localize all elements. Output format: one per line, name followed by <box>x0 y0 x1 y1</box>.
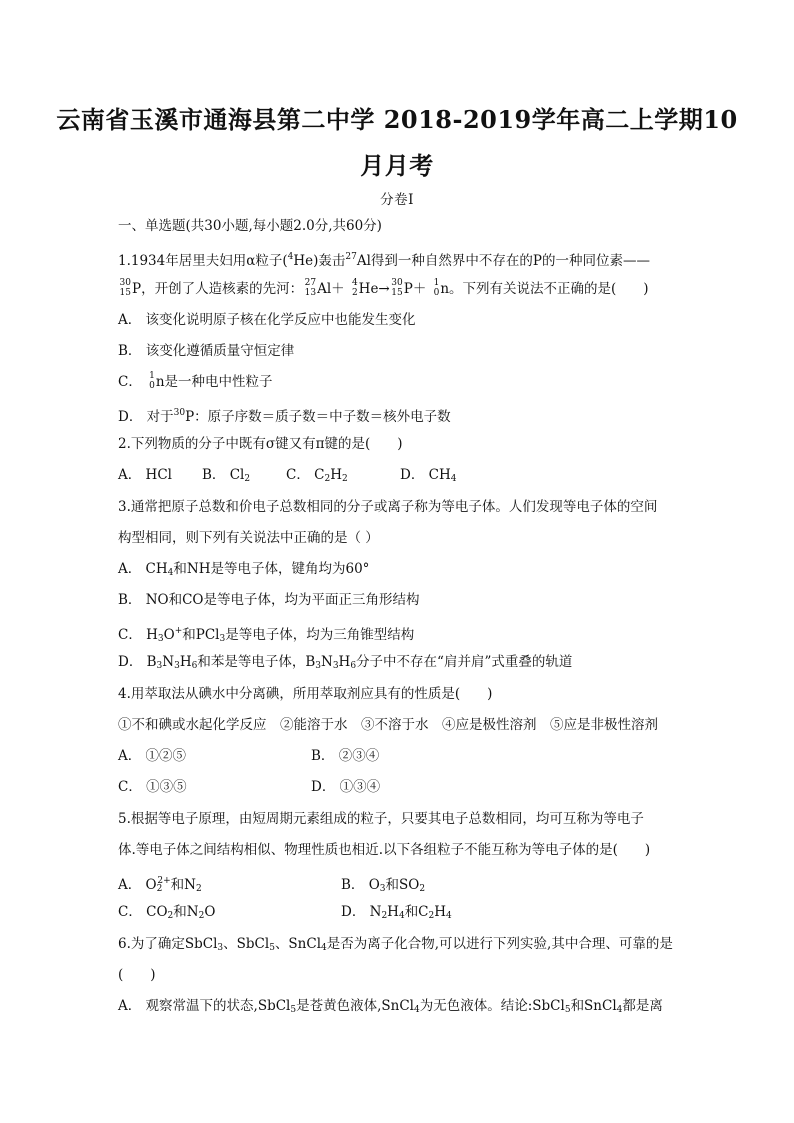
q4-items: ①不和碘或水起化学反应 ②能溶于水 ③不溶于水 ④应是极性溶剂 ⑤应是非极性溶剂 <box>118 717 658 733</box>
q3-stem-line1: 3.通常把原子总数和价电子总数相同的分子或离子称为等电子体。人们发现等电子体的空间 <box>118 499 658 515</box>
q1-stem-line1: 1.1934年居里夫妇用α粒子($^4$He)轰击$^{27}$Al得到一种自然界中不存在的P的一种同位素—— <box>118 252 650 269</box>
q1-stem-line2: 30 15 P，开创了人造核素的先河： 27 13 Al＋ 4 2 He→ 30 15 P＋ 1 0 n。下列有关说法不正确的是( ) <box>119 278 649 298</box>
q5-stem-line1: 5.根据等电子原理，由短周期元素组成的粒子，只要其电子总数相同，均可互称为等电子 <box>118 811 644 827</box>
q3-option-b: B． NO和CO是等电子体，均为平面正三角形结构 <box>118 592 420 608</box>
q5-options-row2: C． $CO_2$和$N_2O$ D． $N_2H_4$和$C_2H_4$ <box>118 904 452 921</box>
section-label: 分卷I <box>380 192 414 208</box>
q2-options: A． HCl B． $Cl_2$ C． $C_2H_2$ D． $CH_4$ <box>118 467 457 484</box>
q3-option-c: C． $H_3O^+$和PCl$_3$是等电子体，均为三角锥型结构 <box>118 626 415 644</box>
nuclide-p: 30 15 <box>391 278 403 298</box>
q6-stem-line2: ( ) <box>118 967 156 983</box>
q5-stem-line2: 体.等电子体之间结构相似、物理性质也相近.以下各组粒子不能互称为等电子体的是( ) <box>118 842 651 858</box>
q1-option-c: C． 1 0 n是一种电中性粒子 <box>118 371 273 391</box>
q1-option-d: D． 对于$^{30}$P：原子序数＝质子数＝中子数＝核外电子数 <box>118 408 451 425</box>
q5-options-row1: A． $O_2^{2+}$和$N_2$ B． $O_3$和$SO_2$ <box>118 876 426 894</box>
section-heading: 一、单选题(共30小题,每小题2.0分,共60分) <box>118 218 382 234</box>
q6-option-a: A． 观察常温下的状态,SbCl$_5$是苍黄色液体,SnCl$_4$为无色液体。结论:SbCl$_5$和SnCl$_4$都是离 <box>118 998 663 1015</box>
q4-options-row1: A． ①②⑤ B． ②③④ <box>118 748 380 764</box>
nuclide-al: 27 13 <box>304 278 317 298</box>
q1-option-a: A． 该变化说明原子核在化学反应中也能发生变化 <box>118 312 416 328</box>
q4-options-row2: C． ①③⑤ D． ①③④ <box>118 779 381 795</box>
nuclide-n: 1 0 <box>433 278 440 298</box>
q3-stem-line2: 构型相同，则下列有关说法中正确的是（ ） <box>118 530 379 546</box>
q3-option-a: A． $CH_4$和NH是等电子体，键角均为60° <box>118 561 370 578</box>
document-title-line1: 云南省玉溪市通海县第二中学 2018-2019学年高二上学期10 <box>56 105 738 134</box>
q6-stem-line1: 6.为了确定SbCl$_3$、SbCl$_5$、SnCl$_4$是否为离子化合物,可以进行下列实验,其中合理、可靠的是 <box>118 936 673 953</box>
nuclide-he: 4 2 <box>351 278 358 298</box>
q4-stem: 4.用萃取法从碘水中分离碘，所用萃取剂应具有的性质是( ) <box>118 686 493 702</box>
q3-option-d: D． $B_3N_3H_6$和苯是等电子体，$B_3N_3H_6$分子中不存在“肩并肩”式重叠的轨道 <box>118 654 573 671</box>
q2-stem: 2.下列物质的分子中既有σ键又有π键的是( ) <box>118 436 403 452</box>
document-title-line2: 月月考 <box>360 151 434 180</box>
q1-option-b: B． 该变化遵循质量守恒定律 <box>118 343 295 359</box>
nuclide-p30: 30 15 <box>119 278 131 298</box>
